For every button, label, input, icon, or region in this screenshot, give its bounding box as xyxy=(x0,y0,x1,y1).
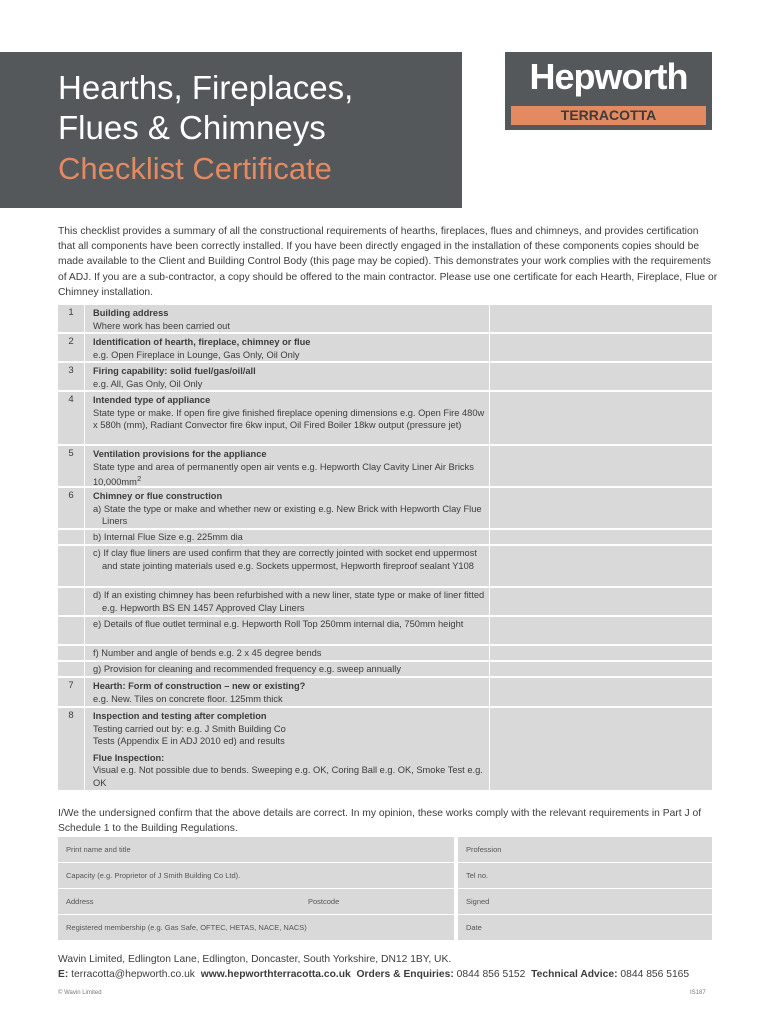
answer-field-outlet-terminal[interactable] xyxy=(490,617,712,644)
checklist-row-6b xyxy=(58,530,712,544)
row-desc: Testing carried out by: e.g. J Smith Building Co xyxy=(93,723,286,734)
row-desc: a) State the type or make and whether new or existing e.g. New Brick with Hepworth Clay Flue Liners xyxy=(93,503,482,527)
footer-address: Wavin Limited, Edlington Lane, Edlington, Doncaster, South Yorkshire, DN12 1BY, UK. xyxy=(58,954,452,965)
document-code: IS187 xyxy=(690,990,706,996)
row-desc: State type or make. If open fire give finished fireplace opening dimensions e.g. Open Fire 480w x 580h (mm), Radiant Convector fire 6kw input, Oil Fired Boiler 18kw output (pressure jet) xyxy=(93,407,485,431)
row-number: 6 xyxy=(68,490,74,501)
row-number: 8 xyxy=(68,710,74,721)
row-number: 1 xyxy=(68,307,74,318)
row-label xyxy=(84,546,490,586)
row-title: Building address xyxy=(93,308,169,318)
row-label xyxy=(84,392,490,444)
field-label: Capacity (e.g. Proprietor of J Smith Building Co Ltd). xyxy=(66,871,241,880)
intro-text: This checklist provides a summary of all the constructional requirements of hearths, fireplaces, flues and chimneys, and provides certification that all components have been correctly installed. If you have been directly engaged in the installation of these components copies should be made available to the Client and Building Control Body (this page may be copied). This demonstrates your work complies with the requirements of ADJ. If you are a sub-contractor, a copy should be offered to the main contractor. Please use one certificate for each Hearth, Fireplace, Flue or Chimney installation. xyxy=(58,226,718,298)
logo-sub: TERRACOTTA xyxy=(511,106,706,125)
row-desc: g) Provision for cleaning and recommended frequency e.g. sweep annually xyxy=(93,664,402,674)
row-title: Inspection and testing after completion xyxy=(93,711,267,721)
postcode-label: Postcode xyxy=(308,897,340,906)
answer-field-appliance-type[interactable] xyxy=(490,392,712,444)
checklist-row-6e xyxy=(58,617,712,644)
row-desc: State type and area of permanently open air vents e.g. Hepworth Clay Cavity Liner Air Bricks 10,000mm xyxy=(93,461,474,488)
footer-contacts xyxy=(58,969,689,980)
row-desc: e.g. New. Tiles on concrete floor. 125mm thick xyxy=(93,693,283,704)
header-banner xyxy=(0,52,462,208)
answer-field-identification[interactable] xyxy=(490,334,712,361)
answer-field-flue-size[interactable] xyxy=(490,530,712,544)
row-title: Identification of hearth, fireplace, chimney or flue xyxy=(93,337,311,347)
row-label xyxy=(84,488,490,528)
date-field[interactable] xyxy=(458,915,712,940)
answer-field-inspection[interactable] xyxy=(490,708,712,790)
checklist-row-4 xyxy=(58,392,712,444)
row-label xyxy=(84,678,490,706)
page-subtitle: Checklist Certificate xyxy=(58,151,332,186)
checklist-row-6d xyxy=(58,588,712,615)
row-label xyxy=(84,446,490,486)
answer-field-bends[interactable] xyxy=(490,646,712,660)
row-desc: e.g. All, Gas Only, Oil Only xyxy=(93,378,203,389)
title-line-1: Hearths, Fireplaces, xyxy=(58,69,354,106)
row-title: Ventilation provisions for the appliance xyxy=(93,449,267,459)
row-title: Chimney or flue construction xyxy=(93,491,223,501)
checklist-row-7 xyxy=(58,678,712,706)
field-label: Profession xyxy=(466,845,502,854)
membership-field[interactable] xyxy=(58,915,454,940)
signed-field[interactable] xyxy=(458,889,712,914)
email-link[interactable]: terracotta@hepworth.co.uk xyxy=(71,969,195,980)
row-label xyxy=(84,708,490,790)
website-link[interactable]: www.hepworthterracotta.co.uk xyxy=(200,969,351,980)
row-title: Firing capability: solid fuel/gas/oil/all xyxy=(93,366,256,376)
answer-field-refurbished-liner[interactable] xyxy=(490,588,712,615)
row-desc: d) If an existing chimney has been refurbished with a new liner, state type or make of liner fitted e.g. Hepworth BS EN 1457 Approved Clay Liners xyxy=(93,590,485,613)
tech-label: Technical Advice: xyxy=(531,969,618,980)
hepworth-logo xyxy=(505,52,712,130)
row-desc: Tests (Appendix E in ADJ 2010 ed) and results xyxy=(93,736,285,747)
field-label: Print name and title xyxy=(66,845,131,854)
row-desc: f) Number and angle of bends e.g. 2 x 45 degree bends xyxy=(93,648,322,658)
row-number: 4 xyxy=(68,394,74,405)
row-label xyxy=(84,617,490,644)
field-label: Registered membership (e.g. Gas Safe, OFTEC, HETAS, NACE, NACS) xyxy=(66,923,307,932)
answer-field-firing-capability[interactable] xyxy=(490,363,712,390)
row-label xyxy=(84,305,490,332)
row-desc: Where work has been carried out xyxy=(93,320,230,331)
row-title: Hearth: Form of construction – new or existing? xyxy=(93,681,306,691)
copyright: © Wavin Limited xyxy=(58,990,102,996)
answer-field-liner-jointing[interactable] xyxy=(490,546,712,586)
checklist-row-5 xyxy=(58,446,712,486)
row-label xyxy=(84,588,490,615)
title-line-2: Flues & Chimneys xyxy=(58,109,326,146)
address-field[interactable] xyxy=(58,889,454,914)
checklist-row-2 xyxy=(58,334,712,361)
row-number: 3 xyxy=(68,365,74,376)
row-desc: e) Details of flue outlet terminal e.g. Hepworth Roll Top 250mm internal dia, 750mm height xyxy=(93,619,464,629)
row-label xyxy=(84,363,490,390)
answer-field-ventilation[interactable] xyxy=(490,446,712,486)
email-label: E: xyxy=(58,969,69,980)
row-desc: Visual e.g. Not possible due to bends. Sweeping e.g. OK, Coring Ball e.g. OK, Smoke Test e.g. OK xyxy=(93,765,483,788)
row-desc: c) If clay flue liners are used confirm that they are correctly jointed with socket end uppermost and state jointing materials used e.g. Sockets uppermost, Hepworth fireproof sealant Y108 xyxy=(93,548,477,571)
answer-field-flue-type[interactable] xyxy=(490,488,712,528)
field-label: Signed xyxy=(466,897,490,906)
row-number: 5 xyxy=(68,448,74,459)
checklist-row-6c xyxy=(58,546,712,586)
field-label: Tel no. xyxy=(466,871,489,880)
checklist-row-6 xyxy=(58,488,712,528)
field-label: Address xyxy=(66,897,94,906)
superscript: 2 xyxy=(136,474,142,484)
confirmation-statement: I/We the undersigned confirm that the above details are correct. In my opinion, these works comply with the relevant requirements in Part J of Schedule 1 to the Building Regulations. xyxy=(58,808,702,835)
checklist-row-6f xyxy=(58,646,712,660)
answer-field-cleaning[interactable] xyxy=(490,662,712,676)
row-label xyxy=(84,646,490,660)
row-label xyxy=(84,334,490,361)
page-title xyxy=(58,68,353,148)
row-desc: e.g. Open Fireplace in Lounge, Gas Only, Oil Only xyxy=(93,349,300,360)
capacity-field[interactable] xyxy=(58,863,454,888)
tech-phone: 0844 856 5165 xyxy=(620,969,690,980)
row-title: Flue Inspection: xyxy=(93,752,165,763)
checklist-row-1 xyxy=(58,305,712,332)
field-label: Date xyxy=(466,923,482,932)
checklist-row-6g xyxy=(58,662,712,676)
profession-field[interactable] xyxy=(458,837,712,862)
row-desc: b) Internal Flue Size e.g. 225mm dia xyxy=(93,532,243,542)
row-number: 2 xyxy=(68,336,74,347)
tel-field[interactable] xyxy=(458,863,712,888)
orders-label: Orders & Enquiries: xyxy=(356,969,454,980)
row-label xyxy=(84,530,490,544)
checklist-row-3 xyxy=(58,363,712,390)
row-title: Intended type of appliance xyxy=(93,395,211,405)
print-name-field[interactable] xyxy=(58,837,454,862)
answer-field-building-address[interactable] xyxy=(490,305,712,332)
answer-field-hearth[interactable] xyxy=(490,678,712,706)
orders-phone: 0844 856 5152 xyxy=(456,969,526,980)
row-label xyxy=(84,662,490,676)
checklist-row-8 xyxy=(58,708,712,790)
logo-brand: Hepworth xyxy=(529,56,688,97)
row-number: 7 xyxy=(68,680,74,691)
